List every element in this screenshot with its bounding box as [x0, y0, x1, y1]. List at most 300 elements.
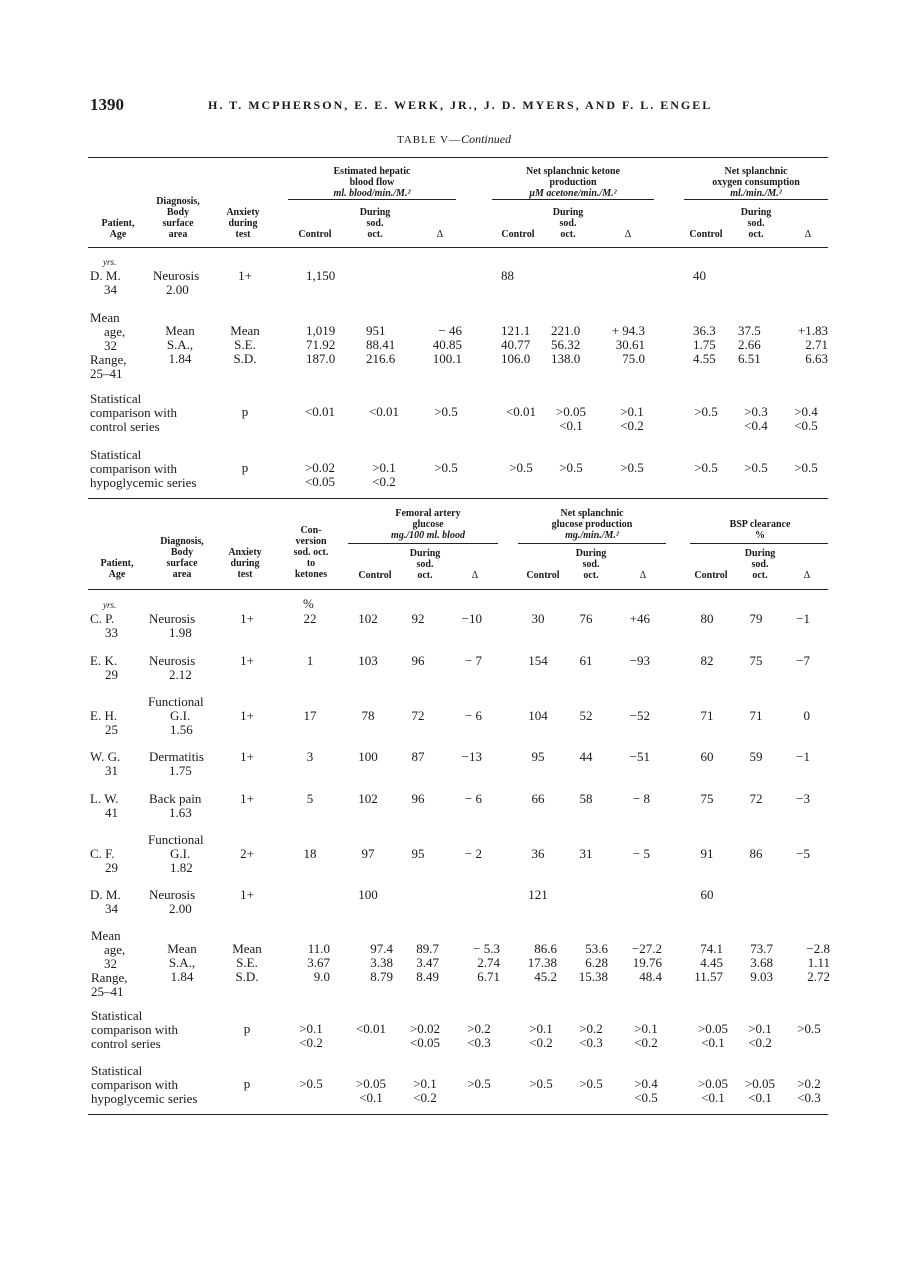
value-cell: 97.4 [370, 941, 393, 956]
value-cell: 4.55 [693, 351, 716, 366]
patient-cell: C. F. [90, 846, 115, 861]
anxiety-cell: S.D. [235, 969, 259, 984]
anxiety-cell: S.E. [236, 955, 258, 970]
value-cell: 154 [528, 653, 548, 668]
bsp-clearance-header: % [755, 530, 765, 541]
femoral-glucose-header: mg./100 ml. blood [391, 530, 465, 541]
value-cell: 5 [306, 791, 314, 806]
during-sod-oct-header: During [409, 548, 441, 559]
value-cell: <0.2 [634, 1035, 658, 1050]
value-cell: 61 [579, 653, 593, 668]
percent-unit: % [303, 596, 314, 611]
value-cell: <0.5 [794, 418, 818, 433]
diagnosis-cell: Functional [148, 832, 204, 847]
table2-group1-rule [348, 543, 498, 544]
patient-cell: L. W. [90, 791, 119, 806]
value-cell: >0.05 [697, 1021, 729, 1036]
value-cell: 22 [303, 611, 317, 626]
value-cell: 3.47 [416, 955, 439, 970]
value-cell: 87 [411, 749, 425, 764]
anxiety-cell: 1+ [240, 887, 254, 902]
value-cell: −3 [796, 791, 810, 806]
value-cell: −52 [629, 708, 650, 723]
diagnosis-area: 2.12 [169, 667, 192, 682]
value-cell: 73.7 [750, 941, 773, 956]
value-cell: − 2 [464, 846, 482, 861]
value-cell: 80 [700, 611, 714, 626]
value-cell: 951 [366, 323, 386, 338]
row-label: hypoglycemic series [91, 1091, 198, 1106]
anxiety-cell: S.D. [233, 351, 257, 366]
anxiety-cell: 1+ [240, 749, 254, 764]
value-cell: 100.1 [432, 351, 462, 366]
patient-cell: Mean [90, 310, 120, 325]
value-cell: 82 [700, 653, 714, 668]
value-cell: 103 [358, 653, 378, 668]
value-cell: 72 [749, 791, 763, 806]
anxiety-cell: Mean [230, 323, 260, 338]
value-cell: >0.5 [559, 460, 583, 475]
anxiety-header: test [235, 229, 251, 240]
patient-cell: D. M. [90, 268, 121, 283]
value-cell: 88.41 [366, 337, 396, 352]
value-cell: <0.3 [579, 1035, 603, 1050]
during-sod-oct-header: oct. [752, 570, 768, 581]
diagnosis-cell: S.A., [168, 955, 196, 970]
row-label: comparison with [90, 461, 178, 476]
table2-group2-rule [518, 543, 666, 544]
years-unit: yrs. [103, 600, 117, 610]
value-cell: 91 [700, 846, 714, 861]
diagnosis-header: Body [170, 547, 194, 558]
patient-age: 31 [105, 763, 118, 778]
value-cell: − 6 [464, 708, 482, 723]
value-cell: >0.5 [509, 460, 533, 475]
patient-age: 29 [105, 860, 118, 875]
value-cell: −7 [796, 653, 810, 668]
delta-header: Δ [436, 229, 444, 240]
value-cell: 9.0 [313, 969, 330, 984]
control-header: Control [694, 570, 728, 581]
patient-cell: Mean [91, 928, 121, 943]
table1-group2-rule [492, 199, 654, 200]
value-cell: − 8 [632, 791, 650, 806]
diagnosis-cell: Mean [165, 323, 195, 338]
value-cell: 121.1 [501, 323, 531, 338]
value-cell: 30.61 [615, 337, 645, 352]
oxygen-consumption-header: Net splanchnic [724, 166, 788, 177]
value-cell: 121 [528, 887, 548, 902]
value-cell: >0.02 [304, 460, 336, 475]
value-cell: >0.1 [634, 1021, 658, 1036]
value-cell: 48.4 [639, 969, 662, 984]
value-cell: 76 [579, 611, 593, 626]
value-cell: 60 [700, 887, 714, 902]
row-label: comparison with [91, 1022, 179, 1037]
patient-cell: W. G. [90, 749, 121, 764]
value-cell: −10 [461, 611, 482, 626]
value-cell: >0.5 [579, 1076, 603, 1091]
during-sod-oct-header: sod. [559, 218, 577, 229]
value-cell: 3.38 [370, 955, 393, 970]
value-cell: 1.75 [693, 337, 716, 352]
diagnosis-area: 1.56 [170, 722, 193, 737]
value-cell: 11.57 [694, 969, 723, 984]
diagnosis-cell: G.I. [170, 708, 191, 723]
value-cell: 86 [749, 846, 763, 861]
value-cell: − 5 [632, 846, 650, 861]
diagnosis-cell: Dermatitis [149, 749, 204, 764]
diagnosis-cell: S.A., [166, 337, 194, 352]
diagnosis-cell: Neurosis [153, 268, 200, 283]
value-cell: <0.2 [299, 1035, 323, 1050]
value-cell: <0.05 [304, 474, 336, 489]
value-cell: 88 [501, 268, 514, 283]
conversion-header: sod. oct. [293, 547, 329, 558]
value-cell: >0.1 [413, 1076, 437, 1091]
anxiety-header: test [237, 569, 253, 580]
conversion-header: ketones [294, 569, 328, 580]
during-sod-oct-header: oct. [748, 229, 764, 240]
value-cell: 45.2 [534, 969, 557, 984]
value-cell: 96 [411, 653, 425, 668]
diagnosis-area: 1.63 [169, 805, 192, 820]
value-cell: −13 [461, 749, 482, 764]
value-cell: 59 [749, 749, 763, 764]
value-cell: 8.79 [370, 969, 393, 984]
anxiety-cell: p [241, 404, 249, 419]
ketone-production-header: Net splanchnic ketone [526, 166, 620, 177]
value-cell: 75 [749, 653, 763, 668]
value-cell: 17 [303, 708, 317, 723]
value-cell: 75 [700, 791, 714, 806]
value-cell: − 7 [464, 653, 482, 668]
value-cell: 102 [358, 791, 378, 806]
value-cell: <0.5 [634, 1090, 658, 1105]
patient-cell: 25–41 [90, 366, 123, 381]
value-cell: 2.72 [807, 969, 830, 984]
value-cell: 19.76 [632, 955, 662, 970]
value-cell: >0.5 [694, 404, 718, 419]
value-cell: 100 [358, 749, 378, 764]
value-cell: 75.0 [622, 351, 645, 366]
value-cell: 53.6 [585, 941, 608, 956]
diagnosis-cell: 1.84 [168, 351, 192, 366]
value-cell: 216.6 [366, 351, 396, 366]
value-cell: 104 [528, 708, 548, 723]
table2-group3-rule [690, 543, 828, 544]
during-sod-oct-header: sod. [751, 559, 769, 570]
anxiety-cell: Mean [232, 941, 262, 956]
value-cell: 86.6 [534, 941, 557, 956]
value-cell: −1 [796, 611, 810, 626]
row-label: control series [90, 419, 160, 434]
value-cell: <0.3 [467, 1035, 491, 1050]
patient-cell: E. K. [90, 653, 118, 668]
value-cell: 89.7 [416, 941, 439, 956]
value-cell: 4.45 [700, 955, 723, 970]
during-sod-oct-header: oct. [583, 570, 599, 581]
table2-header-rule [88, 589, 828, 590]
value-cell: − 46 [438, 323, 462, 338]
value-cell: 44 [579, 749, 593, 764]
diagnosis-cell: Back pain [149, 791, 202, 806]
diagnosis-header: surface [166, 558, 198, 569]
ketone-production-header: μM acetone/min./M.² [529, 188, 617, 199]
value-cell: >0.3 [744, 404, 768, 419]
value-cell: 187.0 [306, 351, 336, 366]
value-cell: 37.5 [738, 323, 761, 338]
value-cell: <0.1 [748, 1090, 772, 1105]
value-cell: >0.5 [467, 1076, 491, 1091]
anxiety-cell: 1+ [238, 268, 252, 283]
diagnosis-area: 1.75 [169, 763, 192, 778]
anxiety-header: during [230, 558, 260, 569]
row-label: Statistical [90, 391, 142, 406]
diagnosis-cell: Functional [148, 694, 204, 709]
patient-cell: 32 [104, 338, 117, 353]
value-cell: 30 [531, 611, 545, 626]
row-label: control series [91, 1036, 161, 1051]
value-cell: >0.1 [620, 404, 644, 419]
value-cell: >0.5 [434, 404, 458, 419]
value-cell: 138.0 [551, 351, 581, 366]
anxiety-header: Anxiety [228, 547, 262, 558]
value-cell: >0.1 [748, 1021, 772, 1036]
diagnosis-header: Diagnosis, [160, 536, 204, 547]
value-cell: 71 [700, 708, 714, 723]
value-cell: >0.5 [744, 460, 768, 475]
anxiety-cell: 1+ [240, 611, 254, 626]
patient-age-header: Patient, [101, 218, 135, 229]
during-sod-oct-header: oct. [560, 229, 576, 240]
value-cell: >0.2 [467, 1021, 491, 1036]
value-cell: <0.2 [372, 474, 396, 489]
during-sod-oct-header: During [552, 207, 584, 218]
value-cell: −5 [796, 846, 810, 861]
value-cell: <0.1 [701, 1090, 725, 1105]
diagnosis-area: 1.98 [169, 625, 192, 640]
table2-bottom-rule [88, 1114, 828, 1115]
value-cell: 71 [749, 708, 763, 723]
value-cell: 0 [803, 708, 810, 723]
delta-header: Δ [624, 229, 632, 240]
anxiety-cell: 1+ [240, 791, 254, 806]
delta-header: Δ [803, 570, 811, 581]
value-cell: 78 [361, 708, 375, 723]
patient-age-header: Age [108, 569, 126, 580]
value-cell: >0.1 [299, 1021, 323, 1036]
value-cell: 52 [579, 708, 593, 723]
patient-age-header: Patient, [100, 558, 134, 569]
value-cell: >0.5 [794, 460, 818, 475]
value-cell: 1 [306, 653, 314, 668]
oxygen-consumption-header: ml./min./M.² [730, 188, 782, 199]
value-cell: 6.71 [477, 969, 500, 984]
conversion-header: version [295, 536, 327, 547]
value-cell: >0.5 [529, 1076, 553, 1091]
control-header: Control [358, 570, 392, 581]
anxiety-cell: 1+ [240, 653, 254, 668]
running-head: H. T. MCPHERSON, E. E. WERK, JR., J. D. MYERS, AND F. L. ENGEL [208, 98, 713, 112]
value-cell: <0.01 [505, 404, 537, 419]
patient-age-header: Age [109, 229, 127, 240]
value-cell: 11.0 [307, 941, 330, 956]
patient-age: 34 [104, 282, 117, 297]
value-cell: 3.67 [307, 955, 330, 970]
value-cell: >0.1 [372, 460, 396, 475]
value-cell: +1.83 [797, 323, 828, 338]
value-cell: 66 [531, 791, 545, 806]
patient-age: 25 [105, 722, 118, 737]
patient-age: 41 [105, 805, 118, 820]
value-cell: >0.1 [529, 1021, 553, 1036]
table1-header-rule [88, 247, 828, 248]
value-cell: >0.2 [579, 1021, 603, 1036]
row-label: Statistical [91, 1063, 143, 1078]
value-cell: 18 [303, 846, 317, 861]
value-cell: 40.77 [501, 337, 531, 352]
value-cell: 60 [700, 749, 714, 764]
value-cell: 74.1 [700, 941, 723, 956]
row-label: comparison with [90, 405, 178, 420]
during-sod-oct-header: sod. [747, 218, 765, 229]
patient-cell: D. M. [90, 887, 121, 902]
value-cell: 79 [749, 611, 763, 626]
value-cell: −27.2 [631, 941, 662, 956]
oxygen-consumption-header: oxygen consumption [712, 177, 800, 188]
value-cell: 40 [693, 268, 706, 283]
value-cell: >0.05 [697, 1076, 729, 1091]
anxiety-cell: S.E. [234, 337, 256, 352]
value-cell: +46 [629, 611, 650, 626]
patient-cell: age, [104, 324, 126, 339]
anxiety-cell: p [243, 1076, 251, 1091]
value-cell: <0.4 [744, 418, 768, 433]
value-cell: 36 [531, 846, 545, 861]
value-cell: 2.66 [738, 337, 761, 352]
value-cell: <0.1 [701, 1035, 725, 1050]
femoral-glucose-header: Femoral artery [395, 508, 461, 519]
row-label: Statistical [90, 447, 142, 462]
diagnosis-cell: Neurosis [149, 611, 196, 626]
value-cell: >0.4 [634, 1076, 658, 1091]
row-label: comparison with [91, 1077, 179, 1092]
glucose-production-header: Net splanchnic [560, 508, 624, 519]
femoral-glucose-header: glucose [412, 519, 444, 530]
value-cell: 9.03 [750, 969, 773, 984]
during-sod-oct-header: sod. [416, 559, 434, 570]
value-cell: 92 [411, 611, 425, 626]
delta-header: Δ [639, 570, 647, 581]
control-header: Control [501, 229, 535, 240]
patient-cell: C. P. [90, 611, 115, 626]
value-cell: <0.2 [620, 418, 644, 433]
during-sod-oct-header: During [744, 548, 776, 559]
diagnosis-area: 2.00 [166, 282, 189, 297]
anxiety-cell: p [241, 460, 249, 475]
control-header: Control [298, 229, 332, 240]
table-caption: TABLE V—Continued [397, 132, 512, 146]
during-sod-oct-header: sod. [366, 218, 384, 229]
value-cell: 95 [531, 749, 545, 764]
value-cell: 100 [358, 887, 378, 902]
value-cell: >0.2 [797, 1076, 821, 1091]
value-cell: 71.92 [306, 337, 336, 352]
value-cell: 15.38 [578, 969, 608, 984]
page-number: 1390 [90, 95, 124, 114]
diagnosis-cell: 1.84 [170, 969, 194, 984]
glucose-production-header: glucose production [551, 519, 633, 530]
value-cell: <0.1 [559, 418, 583, 433]
diagnosis-cell: Neurosis [149, 653, 196, 668]
value-cell: 31 [579, 846, 593, 861]
diagnosis-cell: G.I. [170, 846, 191, 861]
value-cell: 3.68 [750, 955, 773, 970]
value-cell: >0.05 [355, 1076, 387, 1091]
value-cell: >0.5 [434, 460, 458, 475]
value-cell: >0.05 [744, 1076, 776, 1091]
value-cell: 1,150 [306, 268, 336, 283]
value-cell: 58 [579, 791, 593, 806]
during-sod-oct-header: During [359, 207, 391, 218]
value-cell: >0.5 [299, 1076, 323, 1091]
diagnosis-header: Body [166, 207, 190, 218]
years-unit: yrs. [103, 257, 117, 267]
hepatic-blood-flow-header: ml. blood/min./M.² [333, 188, 411, 199]
hepatic-blood-flow-header: blood flow [349, 177, 395, 188]
diagnosis-header: surface [162, 218, 194, 229]
value-cell: 2.74 [477, 955, 500, 970]
value-cell: >0.5 [620, 460, 644, 475]
during-sod-oct-header: During [740, 207, 772, 218]
value-cell: 36.3 [693, 323, 716, 338]
anxiety-cell: 1+ [240, 708, 254, 723]
diagnosis-header: Diagnosis, [156, 196, 200, 207]
value-cell: <0.2 [413, 1090, 437, 1105]
value-cell: 72 [411, 708, 425, 723]
value-cell: <0.01 [355, 1021, 387, 1036]
value-cell: 6.51 [738, 351, 761, 366]
value-cell: >0.5 [694, 460, 718, 475]
patient-cell: 32 [104, 956, 117, 971]
patient-cell: Range, [91, 970, 128, 985]
value-cell: 95 [411, 846, 425, 861]
diagnosis-cell: Neurosis [149, 887, 196, 902]
anxiety-cell: 2+ [240, 846, 254, 861]
value-cell: + 94.3 [611, 323, 645, 338]
ketone-production-header: production [549, 177, 597, 188]
patient-cell: 25–41 [91, 984, 124, 999]
value-cell: <0.3 [797, 1090, 821, 1105]
value-cell: >0.02 [409, 1021, 441, 1036]
delta-header: Δ [471, 570, 479, 581]
value-cell: −1 [796, 749, 810, 764]
value-cell: − 5.3 [473, 941, 500, 956]
value-cell: 8.49 [416, 969, 439, 984]
during-sod-oct-header: During [575, 548, 607, 559]
diagnosis-area: 1.82 [170, 860, 193, 875]
value-cell: 97 [361, 846, 375, 861]
patient-cell: age, [104, 942, 126, 957]
table1-group3-rule [684, 199, 828, 200]
value-cell: −93 [629, 653, 650, 668]
anxiety-cell: p [243, 1021, 251, 1036]
value-cell: 102 [358, 611, 378, 626]
value-cell: 221.0 [551, 323, 581, 338]
value-cell: 6.63 [805, 351, 828, 366]
patient-age: 34 [105, 901, 118, 916]
